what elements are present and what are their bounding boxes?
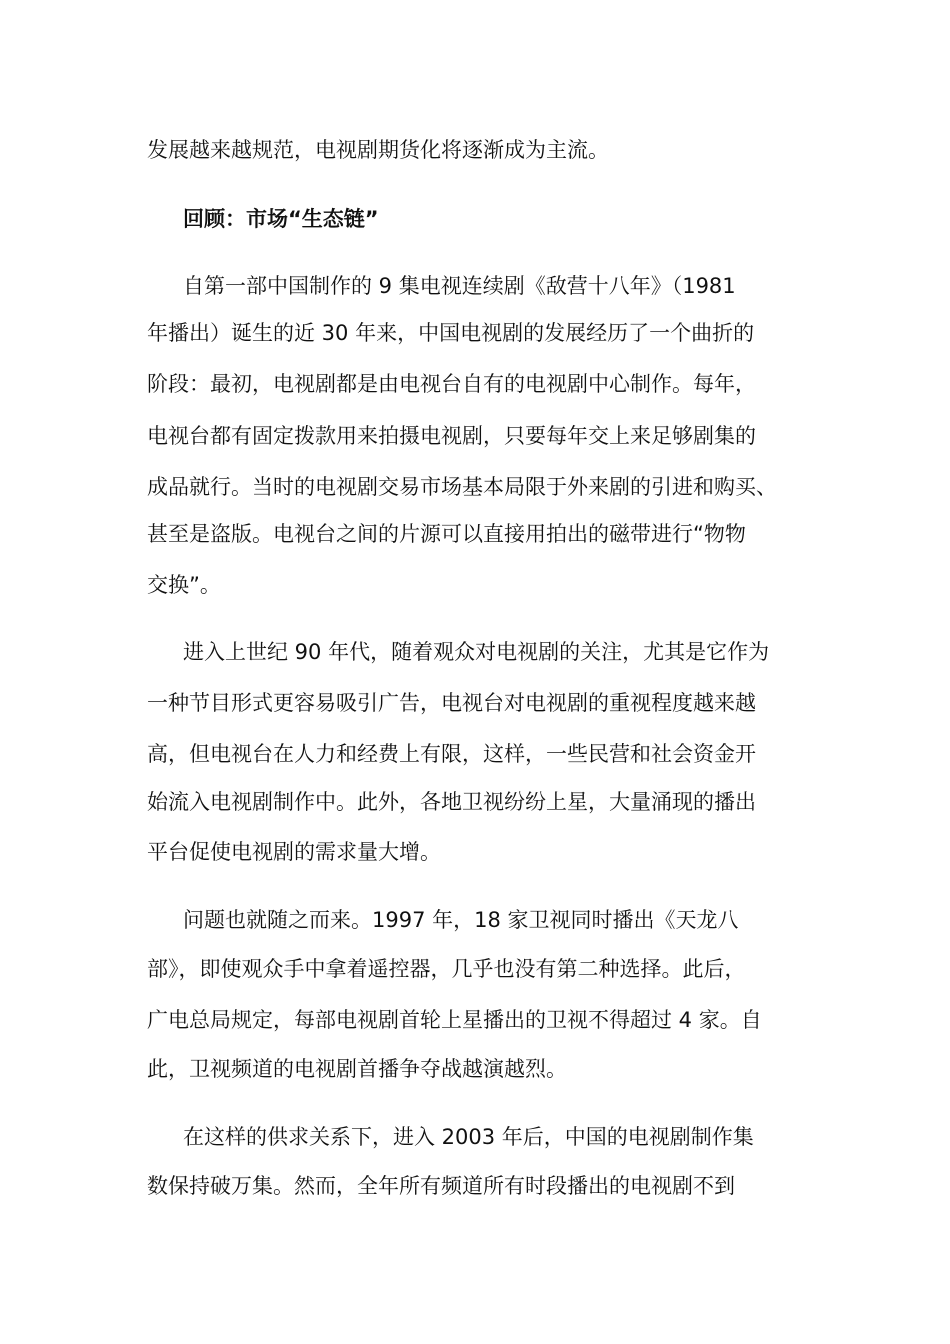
paragraph-line: 问题也就随之而来。1997 年，18 家卫视同时播出《天龙八	[183, 908, 739, 932]
paragraph-line: 自第一部中国制作的 9 集电视连续剧《敌营十八年》（1981	[183, 274, 736, 298]
paragraph-line: 成品就行。当时的电视剧交易市场基本局限于外来剧的引进和购买、	[147, 475, 777, 499]
paragraph-line: 始流入电视剧制作中。此外，各地卫视纷纷上星，大量涌现的播出	[147, 790, 756, 814]
paragraph-line: 阶段：最初，电视剧都是由电视台自有的电视剧中心制作。每年，	[147, 372, 756, 396]
paragraph-line: 数保持破万集。然而，全年所有频道所有时段播出的电视剧不到	[147, 1174, 735, 1198]
paragraph-line: 甚至是盗版。电视台之间的片源可以直接用拍出的磁带进行“物物	[147, 522, 746, 546]
paragraph-line: 高，但电视台在人力和经费上有限，这样，一些民营和社会资金开	[147, 742, 756, 766]
paragraph-line: 进入上世纪 90 年代，随着观众对电视剧的关注，尤其是它作为	[183, 640, 770, 664]
paragraph-line: 交换”。	[147, 573, 221, 597]
paragraph-line: 电视台都有固定拨款用来拍摄电视剧，只要每年交上来足够剧集的	[147, 424, 756, 448]
paragraph-line: 平台促使电视剧的需求量大增。	[147, 840, 441, 864]
paragraph-line: 年播出）诞生的近 30 年来，中国电视剧的发展经历了一个曲折的	[147, 321, 755, 345]
paragraph-line: 在这样的供求关系下，进入 2003 年后，中国的电视剧制作集	[183, 1125, 754, 1149]
paragraph-line: 此，卫视频道的电视剧首播争夺战越演越烈。	[147, 1057, 567, 1081]
paragraph-line: 一种节目形式更容易吸引广告，电视台对电视剧的重视程度越来越	[147, 691, 756, 715]
paragraph-line: 部》，即使观众手中拿着遥控器，几乎也没有第二种选择。此后，	[147, 957, 746, 981]
paragraph-line: 广电总局规定，每部电视剧首轮上星播出的卫视不得超过 4 家。自	[147, 1008, 762, 1032]
text-line: 发展越来越规范，电视剧期货化将逐渐成为主流。	[147, 138, 609, 162]
section-heading: 回顾：市场“生态链”	[183, 207, 379, 231]
